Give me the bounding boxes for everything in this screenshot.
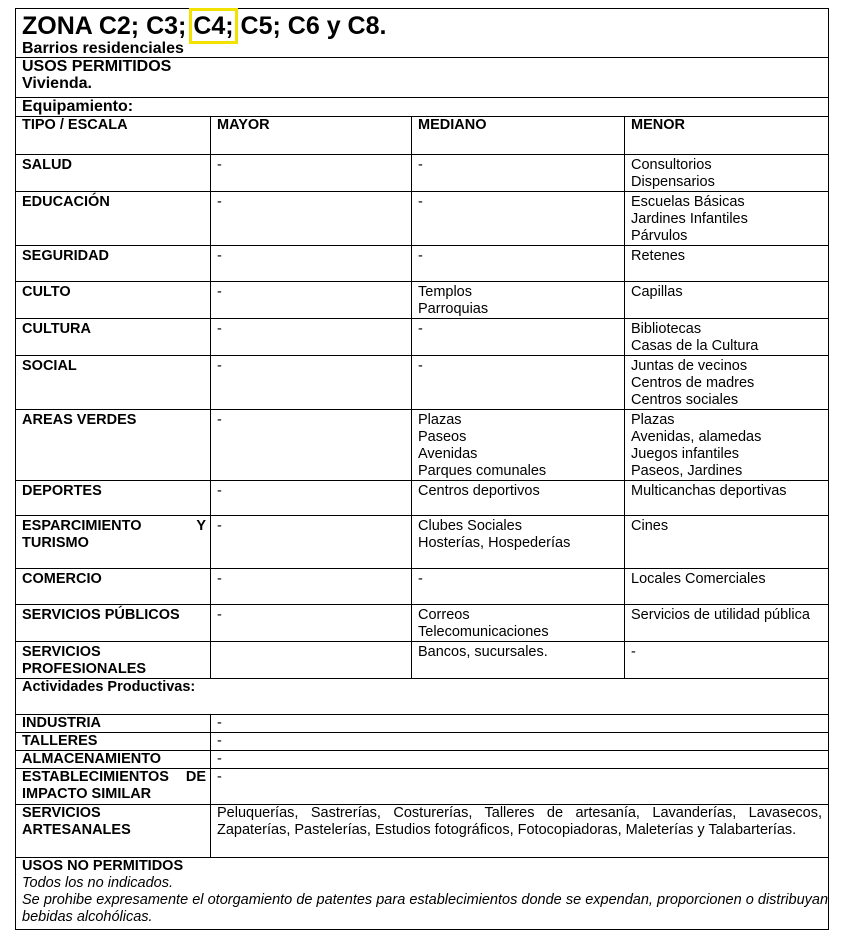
menor-line: Jardines Infantiles xyxy=(631,211,748,227)
menor-line: Dispensarios xyxy=(631,174,715,190)
cell-mediano xyxy=(412,282,625,319)
cell-mayor xyxy=(211,246,412,282)
tipo-line: SERVICIOS PÚBLICOS xyxy=(22,607,180,623)
menor-line: Escuelas Básicas xyxy=(631,194,745,210)
usos-no-permitidos-heading: USOS NO PERMITIDOS xyxy=(22,858,184,874)
tipo-line: CULTURA xyxy=(22,321,91,337)
cell-menor xyxy=(625,356,829,410)
cell-actividad-valor: - xyxy=(211,751,829,769)
cell-mediano xyxy=(412,516,625,569)
mediano-line: Templos xyxy=(418,284,472,300)
mayor-line: - xyxy=(217,157,222,173)
column-header-mayor: MAYOR xyxy=(211,117,412,155)
menor-line: Casas de la Cultura xyxy=(631,338,759,354)
cell-tipo xyxy=(16,569,211,605)
menor-line: Capillas xyxy=(631,284,683,300)
cell-mayor xyxy=(211,282,412,319)
cell-tipo xyxy=(16,282,211,319)
tipo-line: SOCIAL xyxy=(22,358,77,374)
cell-mediano xyxy=(412,192,625,246)
tipo-line: IMPACTO SIMILAR xyxy=(22,786,152,802)
tipo-line: CULTO xyxy=(22,284,71,300)
cell-tipo xyxy=(16,192,211,246)
cell-menor xyxy=(625,481,829,516)
column-header-mediano: MEDIANO xyxy=(412,117,625,155)
mayor-line: - xyxy=(217,571,222,587)
menor-line: Plazas xyxy=(631,412,675,428)
actividad-row xyxy=(16,733,829,751)
tipo-line: SERVICIOS xyxy=(22,644,101,660)
equipamiento-row xyxy=(16,410,829,481)
equipamiento-row xyxy=(16,155,829,192)
cell-actividad-tipo xyxy=(16,751,211,769)
mediano-line: - xyxy=(418,248,423,264)
cell-menor xyxy=(625,410,829,481)
actividades-productivas-heading: Actividades Productivas: xyxy=(16,679,829,715)
tipo-line: INDUSTRIA xyxy=(22,715,101,731)
cell-menor xyxy=(625,605,829,642)
tipo-line: AREAS VERDES xyxy=(22,412,137,428)
equipamiento-rows xyxy=(16,155,829,679)
cell-tipo xyxy=(16,319,211,356)
usos-permitidos-cell xyxy=(16,58,829,98)
mediano-line: - xyxy=(418,321,423,337)
mediano-line: Avenidas xyxy=(418,446,478,462)
mediano-line: Centros deportivos xyxy=(418,483,540,499)
cell-mayor xyxy=(211,192,412,246)
mayor-line: - xyxy=(217,358,222,374)
actividad-row xyxy=(16,715,829,733)
cell-mediano xyxy=(412,319,625,356)
cell-mayor xyxy=(211,569,412,605)
page-subtitle: Barrios residenciales xyxy=(22,40,184,57)
mayor-line: - xyxy=(217,248,222,264)
cell-menor xyxy=(625,155,829,192)
mayor-line: - xyxy=(217,284,222,300)
tipo-line: SEGURIDAD xyxy=(22,248,110,264)
cell-actividad-tipo xyxy=(16,733,211,751)
menor-line: Párvulos xyxy=(631,228,688,244)
mediano-line: - xyxy=(418,194,423,210)
equipamiento-heading: Equipamiento: xyxy=(16,98,829,117)
title-cell xyxy=(16,9,829,58)
menor-line: Cines xyxy=(631,518,669,534)
tipo-line: ALMACENAMIENTO xyxy=(22,751,162,767)
cell-mediano xyxy=(412,481,625,516)
equipamiento-row xyxy=(16,246,829,282)
mayor-line: - xyxy=(217,321,222,337)
mediano-line: Paseos xyxy=(418,429,467,445)
mediano-line: - xyxy=(418,157,423,173)
cell-tipo xyxy=(16,155,211,192)
cell-mayor xyxy=(211,642,412,679)
equipamiento-row xyxy=(16,569,829,605)
cell-mediano xyxy=(412,569,625,605)
cell-tipo xyxy=(16,410,211,481)
cell-menor xyxy=(625,516,829,569)
cell-mayor xyxy=(211,410,412,481)
menor-line: Centros de madres xyxy=(631,375,755,391)
cell-actividad-valor: - xyxy=(211,733,829,751)
tipo-line: SALUD xyxy=(22,157,72,173)
cell-menor xyxy=(625,642,829,679)
cell-actividad-valor: - xyxy=(211,769,829,805)
cell-mayor xyxy=(211,356,412,410)
title-part-1: ZONA C2; C3; xyxy=(22,12,194,40)
menor-line: Juntas de vecinos xyxy=(631,358,748,374)
usos-no-permitidos-line1: Todos los no indicados. xyxy=(22,875,174,891)
cell-actividad-tipo xyxy=(16,715,211,733)
cell-mediano xyxy=(412,155,625,192)
cell-actividad-tipo xyxy=(16,769,211,805)
page-title xyxy=(22,12,386,40)
cell-tipo xyxy=(16,246,211,282)
mediano-line: - xyxy=(418,571,423,587)
cell-mayor xyxy=(211,516,412,569)
cell-mayor xyxy=(211,481,412,516)
equipamiento-row xyxy=(16,605,829,642)
mediano-line: Parques comunales xyxy=(418,463,547,479)
cell-mediano xyxy=(412,410,625,481)
menor-line: Juegos infantiles xyxy=(631,446,740,462)
cell-tipo xyxy=(16,481,211,516)
zoning-table xyxy=(15,8,829,930)
menor-line: Locales Comerciales xyxy=(631,571,766,587)
usos-no-permitidos-cell xyxy=(16,858,829,930)
menor-line: Bibliotecas xyxy=(631,321,702,337)
mayor-line: - xyxy=(217,483,222,499)
actividad-row xyxy=(16,769,829,805)
mediano-line: Hosterías, Hospederías xyxy=(418,535,571,551)
cell-actividad-valor: Peluquerías, Sastrerías, Costurerías, Talleres de artesanía, Lavanderías, Lavasecos, Zapaterías, Pastelerías, Estudios fotográficos, Fotocopiadoras, Maleterías y Talabarterías. xyxy=(211,805,829,858)
equipamiento-row xyxy=(16,282,829,319)
equipamiento-row xyxy=(16,356,829,410)
cell-tipo xyxy=(16,605,211,642)
tipo-line: PROFESIONALES xyxy=(22,661,147,677)
cell-menor xyxy=(625,282,829,319)
cell-menor xyxy=(625,246,829,282)
cell-tipo xyxy=(16,516,211,569)
tipo-line: ARTESANALES xyxy=(22,822,131,838)
tipo-line: ESPARCIMIENTO Y xyxy=(22,518,206,534)
cell-mediano xyxy=(412,605,625,642)
cell-actividad-tipo xyxy=(16,805,211,858)
menor-line: Multicanchas deportivas xyxy=(631,483,787,499)
mediano-line: Correos xyxy=(418,607,470,623)
menor-line: - xyxy=(631,644,636,660)
equipamiento-row xyxy=(16,516,829,569)
cell-menor xyxy=(625,192,829,246)
cell-mediano xyxy=(412,246,625,282)
column-header-tipo: TIPO / ESCALA xyxy=(16,117,211,155)
cell-mayor xyxy=(211,605,412,642)
mediano-line: Bancos, sucursales. xyxy=(418,644,548,660)
equipamiento-row xyxy=(16,642,829,679)
actividad-row xyxy=(16,805,829,858)
mayor-line: - xyxy=(217,518,222,534)
mediano-line: Parroquias xyxy=(418,301,489,317)
menor-line: Avenidas, alamedas xyxy=(631,429,762,445)
mediano-line: - xyxy=(418,358,423,374)
usos-permitidos-heading: USOS PERMITIDOS xyxy=(22,58,172,75)
cell-menor xyxy=(625,319,829,356)
title-highlight-c4: C4; xyxy=(193,12,234,40)
menor-line: Servicios de utilidad pública xyxy=(631,607,810,623)
title-part-3: C5; C6 y C8. xyxy=(233,12,387,40)
menor-line: Consultorios xyxy=(631,157,712,173)
actividad-row xyxy=(16,751,829,769)
mayor-line: - xyxy=(217,412,222,428)
usos-permitidos-value: Vivienda. xyxy=(22,75,92,92)
tipo-line: DEPORTES xyxy=(22,483,102,499)
column-header-menor: MENOR xyxy=(625,117,829,155)
equipamiento-row xyxy=(16,192,829,246)
actividades-rows xyxy=(16,715,829,858)
cell-mayor xyxy=(211,155,412,192)
tipo-line: SERVICIOS xyxy=(22,805,101,821)
menor-line: Paseos, Jardines xyxy=(631,463,743,479)
equipamiento-header-row xyxy=(16,117,829,155)
mediano-line: Plazas xyxy=(418,412,462,428)
mayor-line: - xyxy=(217,607,222,623)
equipamiento-row xyxy=(16,481,829,516)
cell-mayor xyxy=(211,319,412,356)
mediano-line: Clubes Sociales xyxy=(418,518,522,534)
cell-mediano xyxy=(412,642,625,679)
tipo-line: COMERCIO xyxy=(22,571,102,587)
mediano-line: Telecomunicaciones xyxy=(418,624,549,640)
tipo-line: ESTABLECIMIENTOS DE xyxy=(22,769,206,785)
cell-menor xyxy=(625,569,829,605)
mayor-line: - xyxy=(217,194,222,210)
equipamiento-row xyxy=(16,319,829,356)
cell-mediano xyxy=(412,356,625,410)
usos-no-permitidos-line2: Se prohibe expresamente el otorgamiento de patentes para establecimientos donde se expendan, proporcionen o distribuyan bebidas alcohólicas. xyxy=(22,892,829,925)
cell-tipo xyxy=(16,356,211,410)
cell-actividad-valor: - xyxy=(211,715,829,733)
tipo-line: TURISMO xyxy=(22,535,89,551)
cell-tipo xyxy=(16,642,211,679)
menor-line: Retenes xyxy=(631,248,686,264)
tipo-line: TALLERES xyxy=(22,733,98,749)
menor-line: Centros sociales xyxy=(631,392,739,408)
tipo-line: EDUCACIÓN xyxy=(22,194,110,210)
